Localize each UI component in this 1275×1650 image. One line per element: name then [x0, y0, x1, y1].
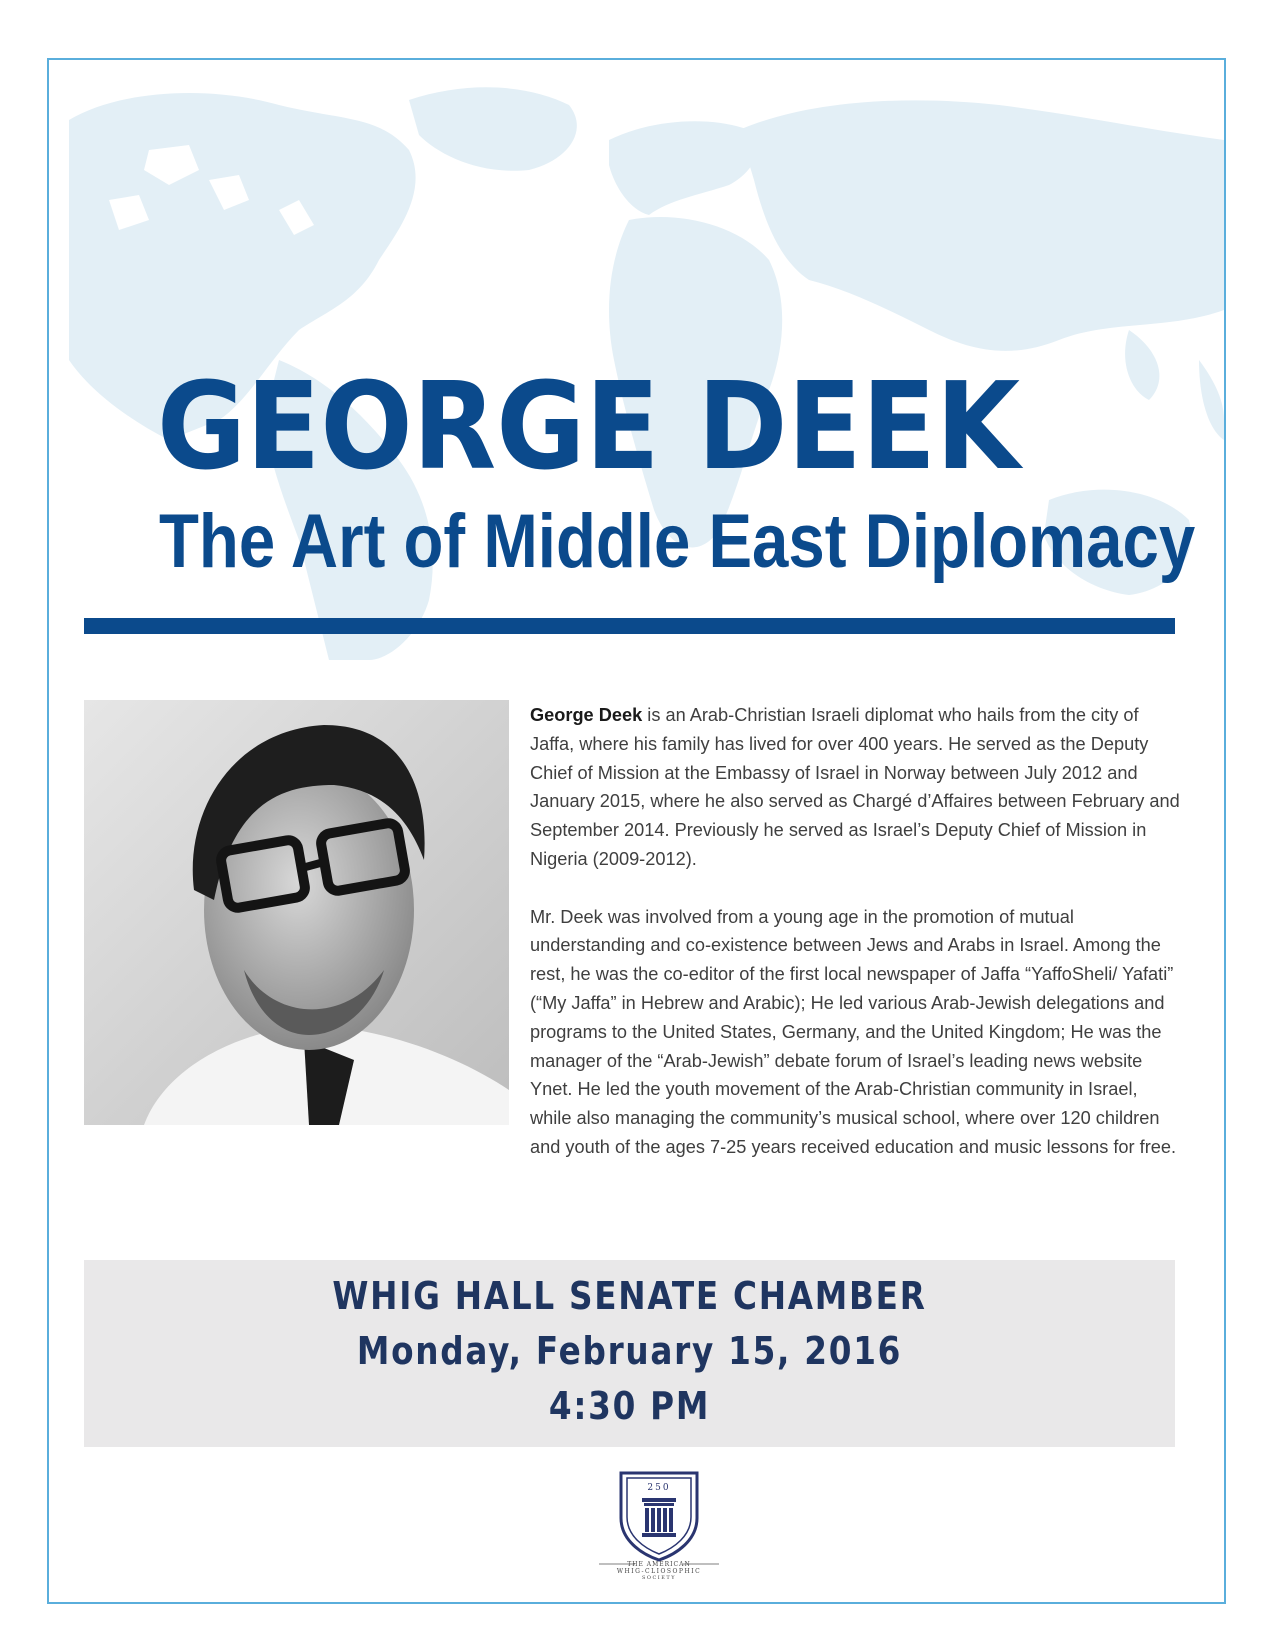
logo-line-2: WHIG-CLIOSOPHIC [616, 1568, 702, 1575]
event-details-box [84, 1260, 1175, 1447]
poster [47, 58, 1226, 1604]
bio-paragraph-1-text: is an Arab-Christian Israeli diplomat who hails from the city of Jaffa, where his family has lived for over 400 years. He served as the Deputy Chief of Mission at the Embassy of Israel in Norway between July 2012 and January 2015, where he also served as Chargé d’Affaires between February and September 2014. Previously he served as Israel’s Deputy Chief of Mission in Nigeria (2009-2012). [530, 705, 1180, 869]
whig-clio-society-logo [589, 1470, 729, 1580]
speaker-portrait [84, 700, 509, 1125]
bio-paragraph-2: Mr. Deek was involved from a young age in the promotion of mutual understanding and co-existence between Jews and Arabs in Israel. Among the rest, he was the co-editor of the first local newspaper of Jaffa “YaffoSheli/ Yafati” (“My Jaffa” in Hebrew and Arabic); He led various Arab-Jewish delegations and programs to the United States, Germany, and the United Kingdom; He was the manager of the “Arab-Jewish” debate forum of Israel’s leading news website Ynet. He led the youth movement of the Arab-Christian community in Israel, while also managing the community’s musical school, where over 120 children and youth of the ages 7-25 years received education and music lessons for free. [530, 906, 1177, 1157]
event-venue: WHIG HALL SENATE CHAMBER [332, 1274, 927, 1318]
speaker-name-heading: GEORGE DEEK [157, 358, 1021, 497]
bio-paragraph-1 [530, 701, 1180, 874]
logo-line-1: THE AMERICAN [627, 1561, 691, 1568]
bio-speaker-name: George Deek [530, 705, 643, 725]
divider-rule [84, 618, 1175, 634]
event-time: 4:30 PM [548, 1384, 711, 1428]
event-date: Monday, February 15, 2016 [356, 1329, 903, 1373]
logo-line-3: SOCIETY [641, 1575, 677, 1580]
logo-number: 250 [647, 1483, 671, 1493]
speaker-bio [530, 701, 1180, 1162]
talk-title: The Art of Middle East Diplomacy [159, 499, 1196, 584]
